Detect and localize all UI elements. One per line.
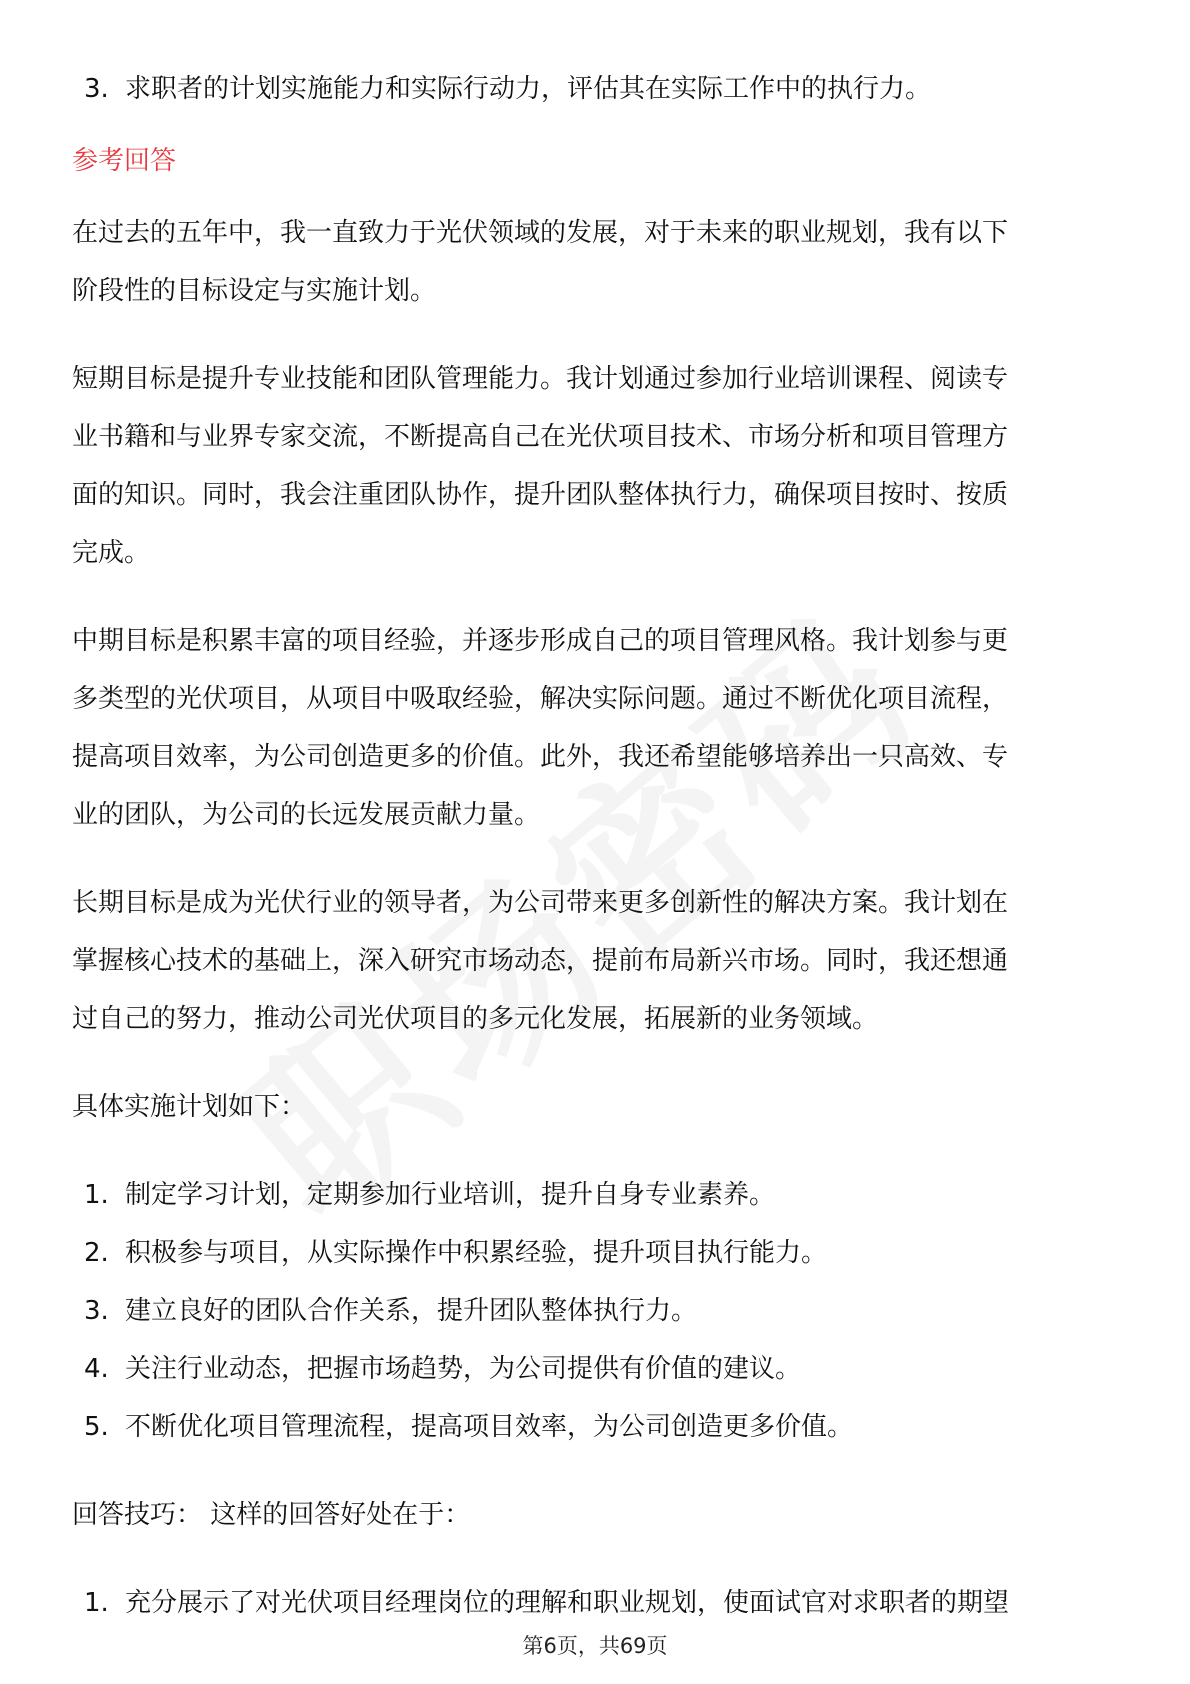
paragraph-line: 多类型的光伏项目，从项目中吸取经验，解决实际问题。通过不断优化项目流程， [72, 684, 1009, 714]
list-item [72, 1574, 1117, 1632]
paragraph-line: 过自己的努力，推动公司光伏项目的多元化发展，拓展新的业务领域。 [72, 1004, 879, 1034]
list-item-number: 3. [84, 1296, 109, 1326]
paragraph-intro [72, 204, 1117, 320]
list-item-text: 积极参与项目，从实际操作中积累经验，提升项目执行能力。 [125, 1238, 828, 1268]
paragraph-line: 短期目标是提升专业技能和团队管理能力。我计划通过参加行业培训课程、阅读专 [72, 364, 1009, 394]
top-list [72, 60, 1117, 118]
list-item-text: 求职者的计划实施能力和实际行动力，评估其在实际工作中的执行力。 [125, 74, 932, 104]
list-item-text: 制定学习计划，定期参加行业培训，提升自身专业素养。 [125, 1180, 776, 1210]
list-item [72, 1224, 1117, 1282]
list-item-text: 充分展示了对光伏项目经理岗位的理解和职业规划，使面试官对求职者的期望 [125, 1588, 1010, 1618]
page-content [72, 60, 1117, 1632]
paragraph-line: 在过去的五年中，我一直致力于光伏领域的发展，对于未来的职业规划，我有以下 [72, 218, 1009, 248]
paragraph-line: 掌握核心技术的基础上，深入研究市场动态，提前布局新兴市场。同时，我还想通 [72, 946, 1009, 976]
list-item [72, 60, 1117, 118]
paragraph-line: 业的团队，为公司的长远发展贡献力量。 [72, 800, 541, 830]
list-item-text: 不断优化项目管理流程，提高项目效率，为公司创造更多价值。 [125, 1412, 854, 1442]
paragraph-long-term [72, 874, 1117, 1048]
list-item-text: 关注行业动态，把握市场趋势，为公司提供有价值的建议。 [125, 1354, 802, 1384]
list-item [72, 1166, 1117, 1224]
paragraph-line: 阶段性的目标设定与实施计划。 [72, 276, 437, 306]
paragraph-line: 面的知识。同时，我会注重团队协作，提升团队整体执行力，确保项目按时、按质 [72, 480, 1009, 510]
list-item [72, 1282, 1117, 1340]
paragraph-line: 完成。 [72, 538, 151, 568]
list-item-number: 3. [84, 74, 109, 104]
tips-heading: 回答技巧： 这样的回答好处在于： [72, 1500, 471, 1530]
paragraph-mid-term [72, 612, 1117, 844]
list-item-number: 1. [84, 1588, 109, 1618]
list-item-text: 建立良好的团队合作关系，提升团队整体执行力。 [125, 1296, 698, 1326]
section-title: 参考回答 [72, 146, 177, 176]
list-item [72, 1340, 1117, 1398]
paragraph-short-term [72, 350, 1117, 582]
plan-heading: 具体实施计划如下： [72, 1092, 307, 1122]
plan-list [72, 1166, 1117, 1456]
paragraph-line: 业书籍和与业界专家交流，不断提高自己在光伏项目技术、市场分析和项目管理方 [72, 422, 1009, 452]
tips-list [72, 1574, 1117, 1632]
list-item-number: 4. [84, 1354, 109, 1384]
page-footer: 第6页，共69页 [522, 1634, 668, 1658]
list-item-number: 2. [84, 1238, 109, 1268]
list-item-number: 1. [84, 1180, 109, 1210]
paragraph-line: 提高项目效率，为公司创造更多的价值。此外，我还希望能够培养出一只高效、专 [72, 742, 1009, 772]
list-item-number: 5. [84, 1412, 109, 1442]
list-item [72, 1398, 1117, 1456]
paragraph-line: 长期目标是成为光伏行业的领导者，为公司带来更多创新性的解决方案。我计划在 [72, 888, 1009, 918]
paragraph-line: 中期目标是积累丰富的项目经验，并逐步形成自己的项目管理风格。我计划参与更 [72, 626, 1009, 656]
